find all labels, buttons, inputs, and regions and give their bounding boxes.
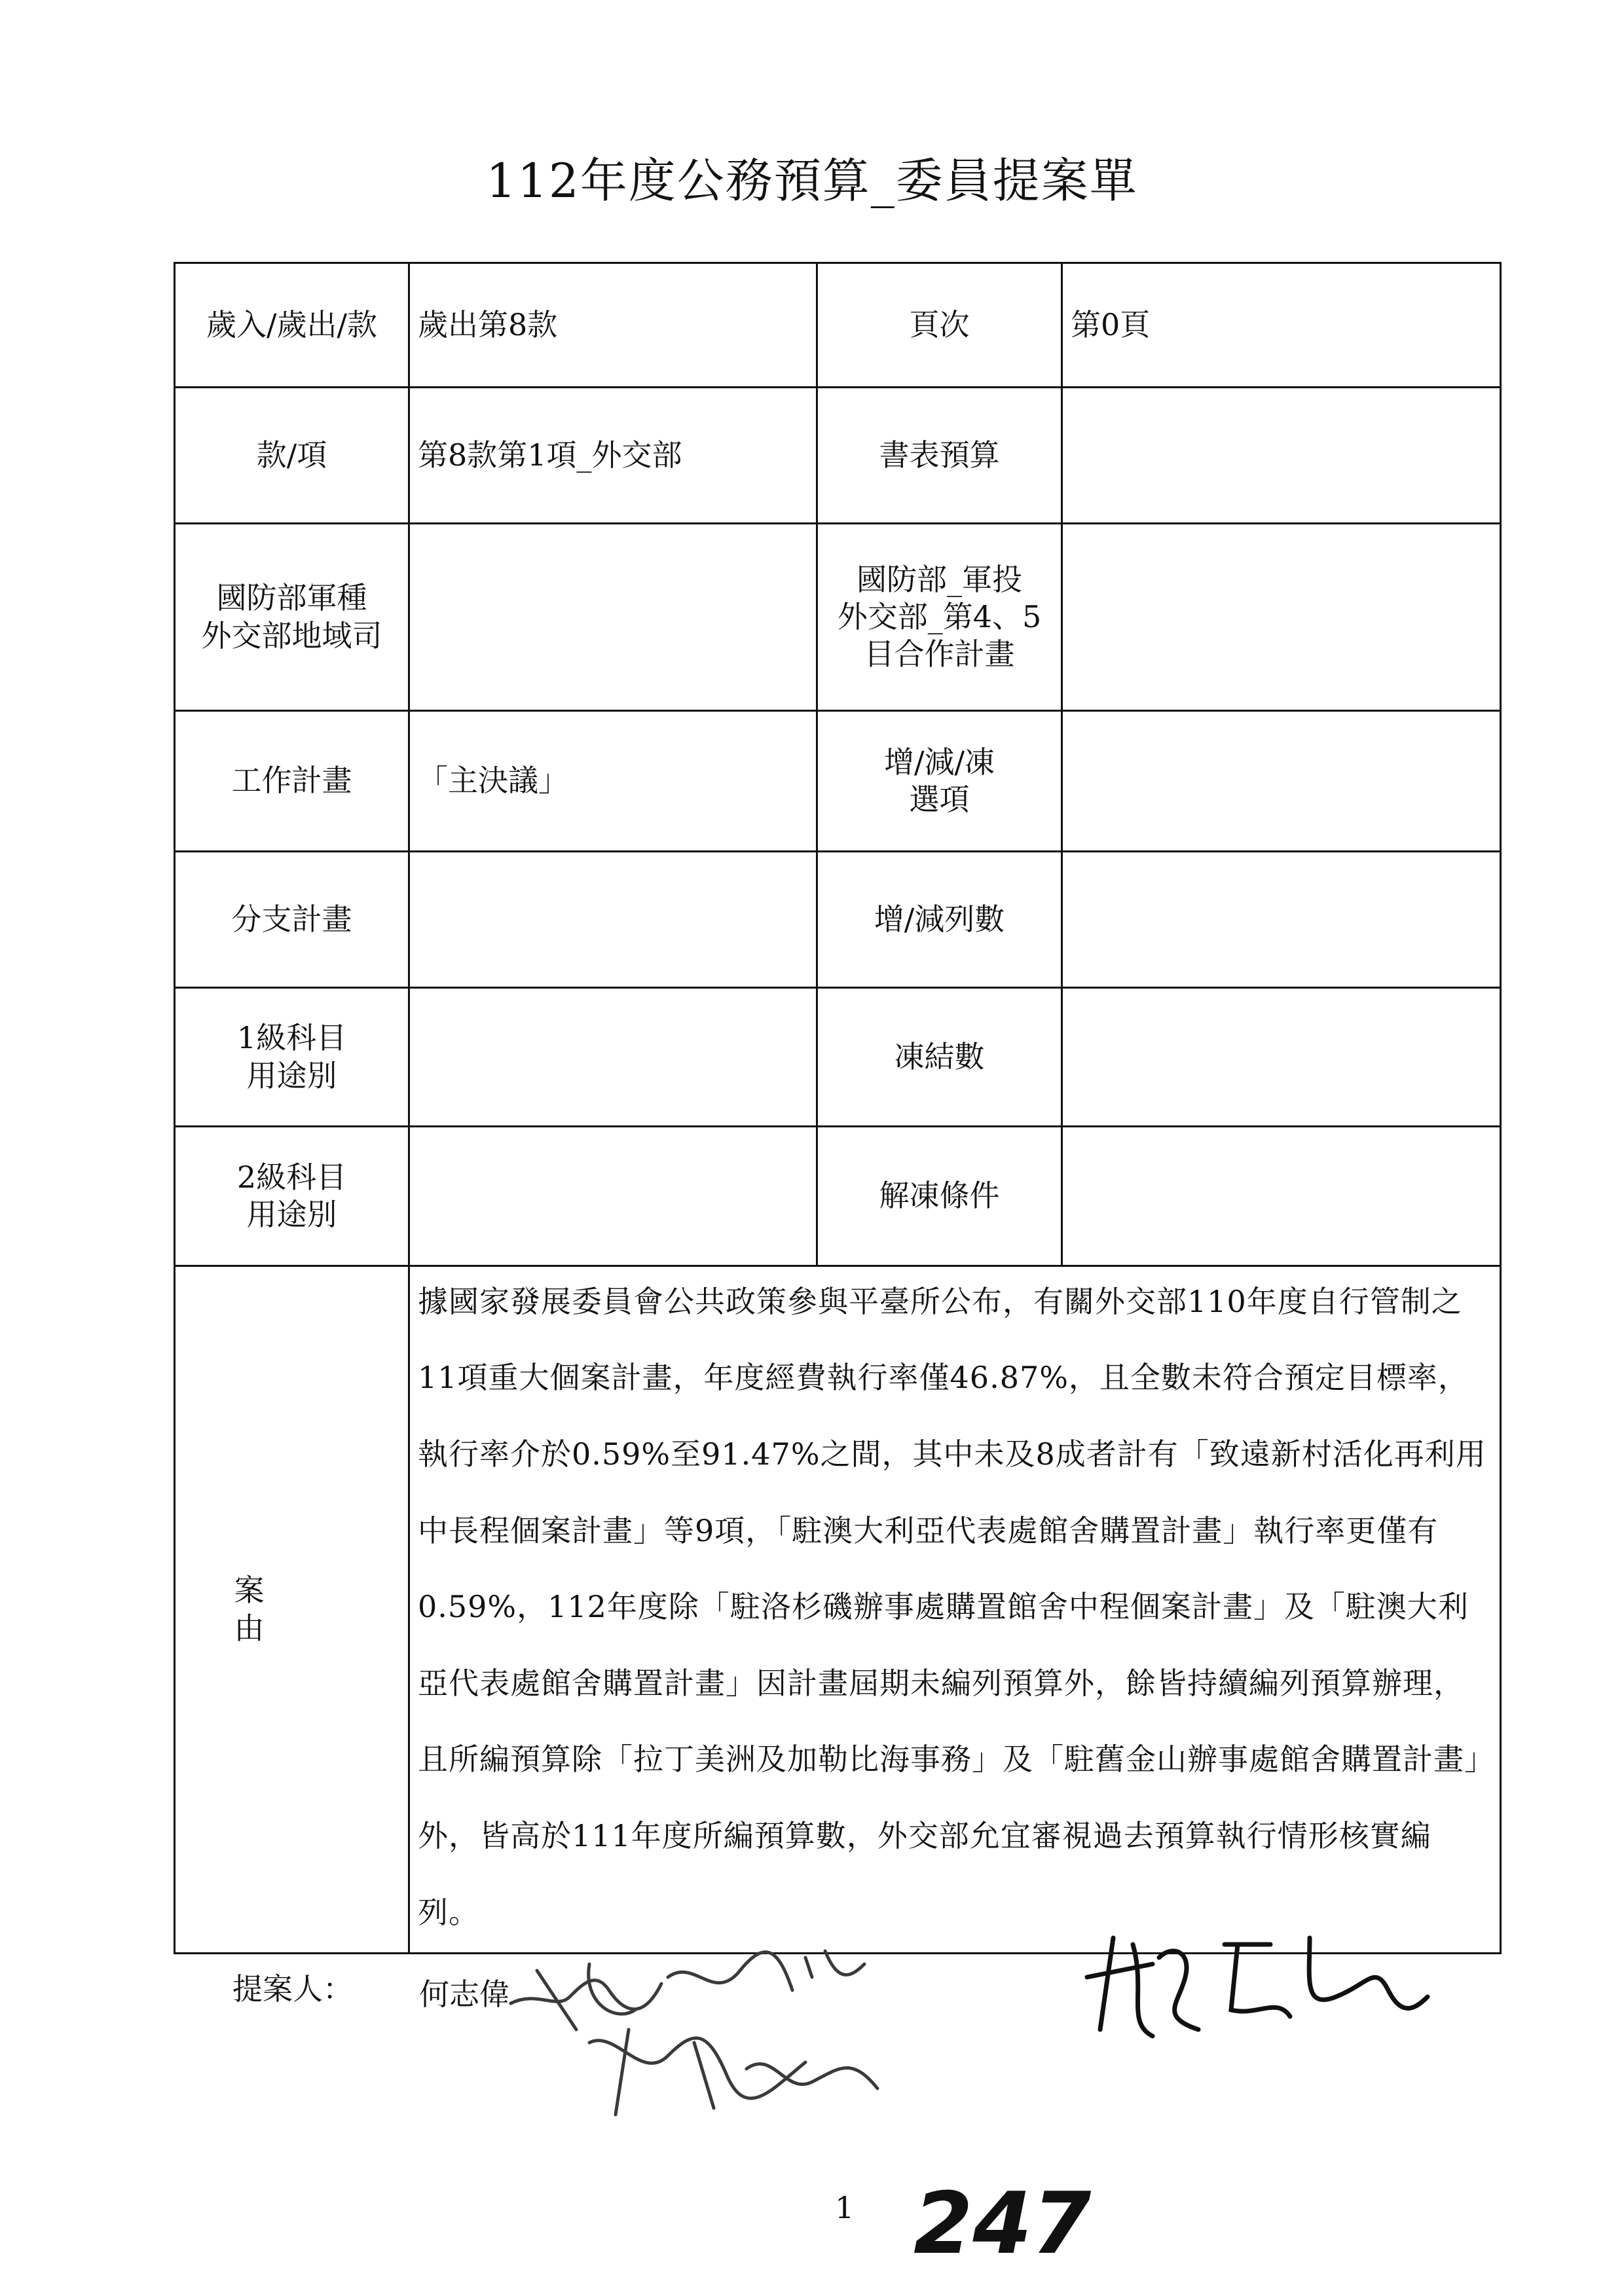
field-value [409,524,817,711]
table-row [175,1127,1501,1266]
handwritten-signature [1074,1918,1441,2049]
field-value [1062,852,1501,988]
field-label: 款/項 [175,388,409,524]
field-label: 頁次 [817,263,1062,388]
table-row [175,1266,1501,1954]
proposal-form-table [174,262,1502,1954]
field-value [409,1127,817,1266]
page-title: 112年度公務預算_委員提案單 [486,153,1138,208]
table-row [175,852,1501,988]
reason-label: 案由 [175,1266,409,1954]
table-row [175,711,1501,852]
field-value [409,988,817,1127]
proposer-name: 何志偉 [419,1977,509,2012]
table-row [175,988,1501,1127]
field-value [1062,988,1501,1127]
reason-cell [409,1266,1501,1954]
field-label: 凍結數 [817,988,1062,1127]
field-label: 2級科目 用途別 [175,1127,409,1266]
field-label: 工作計畫 [175,711,409,852]
field-label: 歲入/歲出/款 [175,263,409,388]
field-value: 「主決議」 [409,711,817,852]
table-row [175,388,1501,524]
table-row [175,524,1501,711]
field-label: 1級科目 用途別 [175,988,409,1127]
page-number: 1 [835,2190,855,2225]
handwritten-stamp-number: 247 [913,2174,1092,2273]
field-value [1062,388,1501,524]
field-label: 國防部_軍投 外交部_第4、5 目合作計畫 [817,524,1062,711]
field-label: 增/減/凍 選項 [817,711,1062,852]
field-label: 解凍條件 [817,1127,1062,1266]
field-value: 第0頁 [1062,263,1501,388]
field-value [1062,524,1501,711]
field-value: 第8款第1項_外交部 [409,388,817,524]
field-value [1062,1127,1501,1266]
handwritten-signature [498,1931,904,2128]
field-label: 國防部軍種 外交部地域司 [175,524,409,711]
field-value: 歲出第8款 [409,263,817,388]
field-label: 書表預算 [817,388,1062,524]
field-value [409,852,817,988]
field-label: 增/減列數 [817,852,1062,988]
reason-text: 據國家發展委員會公共政策參與平臺所公布，有關外交部110年度自行管制之11項重大個案計畫，年度經費執行率僅46.87%，且全數未符合預定目標率，執行率介於0.59%至91.47%之間，其中未及8成者計有「致遠新村活化再利用中長程個案計畫」等9項，「駐澳大利亞代表處館舍購置計畫」執行率更僅有0.59%，112年度除「駐洛杉磯辦事處購置館舍中程個案計畫」及「駐澳大利亞代表處館舍購置計畫」因計畫屆期未編列預算外，餘皆持續編列預算辦理，且所編預算除「拉丁美洲及加勒比海事務」及「駐舊金山辦事處館舍購置計畫」外，皆高於111年度所編預算數，外交部允宜審視過去預算執行情形核實編列。 [418,1283,1486,1930]
field-label: 分支計畫 [175,852,409,988]
proposer-label: 提案人： [232,1971,353,2007]
table-row [175,263,1501,388]
field-value [1062,711,1501,852]
